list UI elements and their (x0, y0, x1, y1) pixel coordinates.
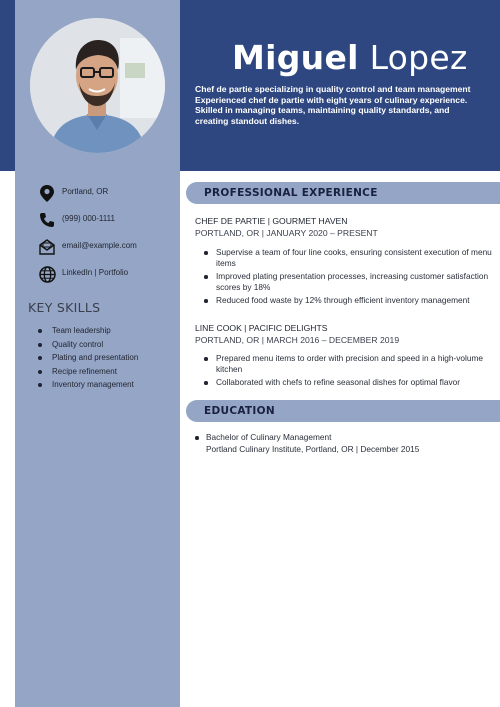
skill-item: Inventory management (38, 378, 138, 392)
location-pin-icon (38, 184, 56, 202)
education-heading: EDUCATION (204, 405, 275, 417)
education-degree: Bachelor of Culinary Management (206, 432, 332, 442)
first-name: Miguel (232, 38, 359, 77)
contact-location (38, 184, 178, 202)
profile-summary: Chef de partie specializing in quality control and team management Experienced chef de partie with eight years of culinary experience. Skilled in managing teams, maintaining quality standards, and creating standout dishes. (195, 84, 471, 126)
contact-email (38, 238, 178, 256)
job-bullet: Improved plating presentation processes, increasing customer satisfaction scores by 18% (204, 271, 496, 292)
job-title: LINE COOK | PACIFIC DELIGHTS (195, 323, 328, 333)
globe-icon (38, 265, 56, 283)
job-bullet: Supervise a team of four line cooks, ensuring consistent execution of menu items (204, 247, 496, 268)
contact-email-text[interactable]: email@example.com (62, 241, 137, 250)
contact-phone (38, 211, 178, 229)
candidate-name (232, 38, 468, 77)
skills-heading: KEY SKILLS (28, 300, 101, 315)
job-bullet: Prepared menu items to order with precision and speed in a high-volume kitchen (204, 353, 496, 374)
skill-item: Recipe refinement (38, 365, 138, 379)
phone-icon (38, 211, 56, 229)
experience-heading: PROFESSIONAL EXPERIENCE (204, 187, 378, 199)
email-icon (38, 238, 56, 256)
job-bullets (204, 353, 496, 391)
job-meta: PORTLAND, OR | MARCH 2016 – DECEMBER 2019 (195, 335, 400, 345)
contact-location-text: Portland, OR (62, 187, 109, 196)
bullet-dot (195, 436, 199, 440)
skill-item: Team leadership (38, 324, 138, 338)
skill-item: Quality control (38, 338, 138, 352)
job-meta: PORTLAND, OR | JANUARY 2020 – PRESENT (195, 228, 378, 238)
last-name: Lopez (369, 38, 468, 77)
job-title: CHEF DE PARTIE | GOURMET HAVEN (195, 216, 348, 226)
skill-item: Plating and presentation (38, 351, 138, 365)
education-school: Portland Culinary Institute, Portland, OR | December 2015 (206, 444, 420, 454)
profile-photo (30, 18, 165, 153)
experience-section-header (186, 182, 500, 204)
job-bullets (204, 247, 496, 309)
job-bullet: Reduced food waste by 12% through efficient inventory management (204, 295, 496, 306)
skills-list (38, 324, 138, 392)
education-section-header (186, 400, 500, 422)
contact-links-text[interactable]: LinkedIn | Portfolio (62, 268, 129, 277)
contact-phone-text[interactable]: (999) 000-1111 (62, 214, 115, 223)
job-bullet: Collaborated with chefs to refine seasonal dishes for optimal flavor (204, 377, 496, 388)
contact-links (38, 265, 178, 283)
